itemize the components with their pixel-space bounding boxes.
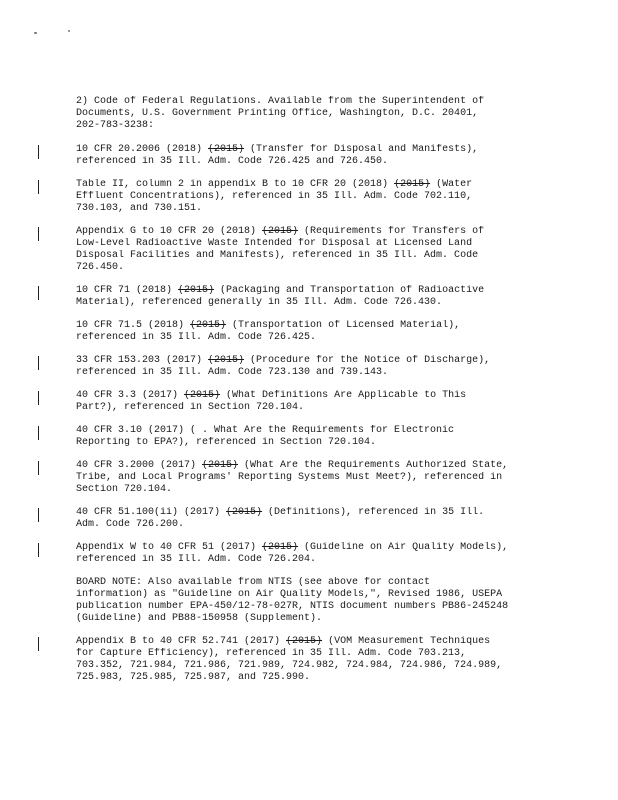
struck-year: (2015): [226, 507, 263, 518]
entry-text: for Capture Efficiency), referenced in 35 Ill. Adm. Code 703.213,: [76, 648, 467, 659]
entry-line: [76, 250, 546, 262]
intro-line: 2) Code of Federal Regulations. Available from the Superintendent of: [76, 96, 485, 107]
entry-text: referenced in 35 Ill. Adm. Code 726.204.: [76, 554, 317, 565]
entry-line: [76, 332, 546, 344]
revision-change-bar: [38, 227, 39, 241]
entry-text: (Requirements for Transfers of: [298, 226, 485, 237]
entry-text: information) as "Guideline on Air Quality Models,", Revised 1986, USEPA: [76, 589, 503, 600]
entry-line: [76, 179, 546, 191]
reference-entry: [76, 144, 546, 168]
scan-speck: [34, 32, 37, 34]
entry-text: Table II, column 2 in appendix B to 10 CFR 20 (2018): [76, 179, 395, 190]
entry-text: Part?), referenced in Section 720.104.: [76, 402, 305, 413]
revision-change-bar: [38, 356, 39, 370]
entry-text: Tribe, and Local Programs' Reporting Systems Must Meet?), referenced in: [76, 472, 503, 483]
struck-year: (2015): [262, 226, 299, 237]
entry-text: Material), referenced generally in 35 Ill. Adm. Code 726.430.: [76, 297, 443, 308]
reference-entry: [76, 285, 546, 309]
entry-line: [76, 507, 546, 519]
entry-text: 703.352, 721.984, 721.986, 721.989, 724.982, 724.984, 724.986, 724.989,: [76, 660, 503, 671]
entry-text: Low-Level Radioactive Waste Intended for Disposal at Licensed Land: [76, 238, 473, 249]
revision-change-bar: [38, 286, 39, 300]
reference-entry: [76, 179, 546, 215]
entry-text: Effluent Concentrations), referenced in 35 Ill. Adm. Code 702.110,: [76, 191, 473, 202]
struck-year: (2015): [184, 390, 221, 401]
entry-line: [76, 636, 546, 648]
intro-line: 202-783-3238:: [76, 120, 155, 131]
entry-text: (Transfer for Disposal and Manifests),: [244, 144, 479, 155]
reference-entry: [76, 636, 546, 684]
entry-text: (Water: [430, 179, 473, 190]
reference-entry: [76, 226, 546, 274]
entry-line: [76, 437, 546, 449]
entry-line: [76, 402, 546, 414]
entry-text: referenced in 35 Ill. Adm. Code 723.130 and 739.143.: [76, 367, 389, 378]
entry-line: [76, 672, 546, 684]
entry-text: (Guideline) and PB88-150958 (Supplement).: [76, 613, 323, 624]
struck-year: (2015): [208, 355, 245, 366]
entry-line: [76, 660, 546, 672]
entry-text: Appendix G to 10 CFR 20 (2018): [76, 226, 263, 237]
entry-line: [76, 355, 546, 367]
entry-text: 40 CFR 3.10 (2017) ( . What Are the Requirements for Electronic: [76, 425, 455, 436]
entry-text: 40 CFR 3.3 (2017): [76, 390, 185, 401]
reference-list: [76, 144, 546, 684]
entry-text: (Definitions), referenced in 35 Ill.: [262, 507, 485, 518]
entry-line: [76, 285, 546, 297]
entry-line: [76, 144, 546, 156]
reference-entry: [76, 320, 546, 344]
entry-text: Appendix B to 40 CFR 52.741 (2017): [76, 636, 287, 647]
revision-change-bar: [38, 637, 39, 651]
entry-text: (VOM Measurement Techniques: [322, 636, 491, 647]
entry-line: [76, 542, 546, 554]
entry-text: 726.450.: [76, 262, 125, 273]
entry-text: 10 CFR 20.2006 (2018): [76, 144, 209, 155]
entry-text: (What Definitions Are Applicable to This: [220, 390, 467, 401]
revision-change-bar: [38, 543, 39, 557]
entry-line: [76, 262, 546, 274]
intro-line: Documents, U.S. Government Printing Office, Washington, D.C. 20401,: [76, 108, 479, 119]
struck-year: (2015): [394, 179, 431, 190]
entry-text: 40 CFR 3.2000 (2017): [76, 460, 203, 471]
entry-line: [76, 297, 546, 309]
entry-line: [76, 320, 546, 332]
reference-entry: [76, 460, 546, 496]
entry-line: [76, 613, 546, 625]
entry-text: referenced in 35 Ill. Adm. Code 726.425 and 726.450.: [76, 156, 389, 167]
entry-text: BOARD NOTE: Also available from NTIS (see above for contact: [76, 577, 431, 588]
entry-text: Section 720.104.: [76, 484, 173, 495]
reference-entry: [76, 577, 546, 625]
reference-entry: [76, 390, 546, 414]
revision-change-bar: [38, 180, 39, 194]
entry-text: 33 CFR 153.203 (2017): [76, 355, 209, 366]
entry-text: 40 CFR 51.100(ii) (2017): [76, 507, 227, 518]
entry-text: 10 CFR 71 (2018): [76, 285, 179, 296]
entry-line: [76, 648, 546, 660]
entry-line: [76, 191, 546, 203]
entry-line: [76, 203, 546, 215]
entry-text: referenced in 35 Ill. Adm. Code 726.425.: [76, 332, 317, 343]
revision-change-bar: [38, 391, 39, 405]
entry-line: [76, 554, 546, 566]
entry-line: [76, 484, 546, 496]
revision-change-bar: [38, 426, 39, 440]
entry-text: (Guideline on Air Quality Models),: [298, 542, 509, 553]
entry-text: Appendix W to 40 CFR 51 (2017): [76, 542, 263, 553]
entry-line: [76, 238, 546, 250]
entry-line: [76, 472, 546, 484]
reference-entry: [76, 425, 546, 449]
struck-year: (2015): [178, 285, 215, 296]
entry-text: 725.983, 725.985, 725.987, and 725.990.: [76, 672, 311, 683]
reference-entry: [76, 355, 546, 379]
scan-speck: [68, 30, 70, 32]
entry-line: [76, 589, 546, 601]
entry-line: [76, 425, 546, 437]
revision-change-bar: [38, 508, 39, 522]
entry-text: (Transportation of Licensed Material),: [226, 320, 461, 331]
struck-year: (2015): [262, 542, 299, 553]
entry-line: [76, 519, 546, 531]
reference-entry: [76, 507, 546, 531]
struck-year: (2015): [208, 144, 245, 155]
entry-text: Disposal Facilities and Manifests), referenced in 35 Ill. Adm. Code: [76, 250, 479, 261]
entry-line: [76, 390, 546, 402]
entry-text: Adm. Code 726.200.: [76, 519, 185, 530]
entry-line: [76, 367, 546, 379]
entry-line: [76, 460, 546, 472]
entry-line: [76, 156, 546, 168]
reference-entry: [76, 542, 546, 566]
source-intro: [76, 96, 546, 132]
entry-text: (Packaging and Transportation of Radioactive: [214, 285, 485, 296]
entry-text: (Procedure for the Notice of Discharge),: [244, 355, 491, 366]
struck-year: (2015): [190, 320, 227, 331]
revision-change-bar: [38, 145, 39, 159]
entry-line: [76, 601, 546, 613]
struck-year: (2015): [286, 636, 323, 647]
entry-line: [76, 577, 546, 589]
revision-change-bar: [38, 461, 39, 475]
entry-line: [76, 226, 546, 238]
struck-year: (2015): [202, 460, 239, 471]
entry-text: publication number EPA-450/12-78-027R, NTIS document numbers PB86-245248: [76, 601, 509, 612]
entry-text: Reporting to EPA?), referenced in Section 720.104.: [76, 437, 377, 448]
entry-text: 730.103, and 730.151.: [76, 203, 203, 214]
entry-text: (What Are the Requirements Authorized State,: [238, 460, 509, 471]
document-body: [76, 96, 546, 695]
entry-text: 10 CFR 71.5 (2018): [76, 320, 191, 331]
